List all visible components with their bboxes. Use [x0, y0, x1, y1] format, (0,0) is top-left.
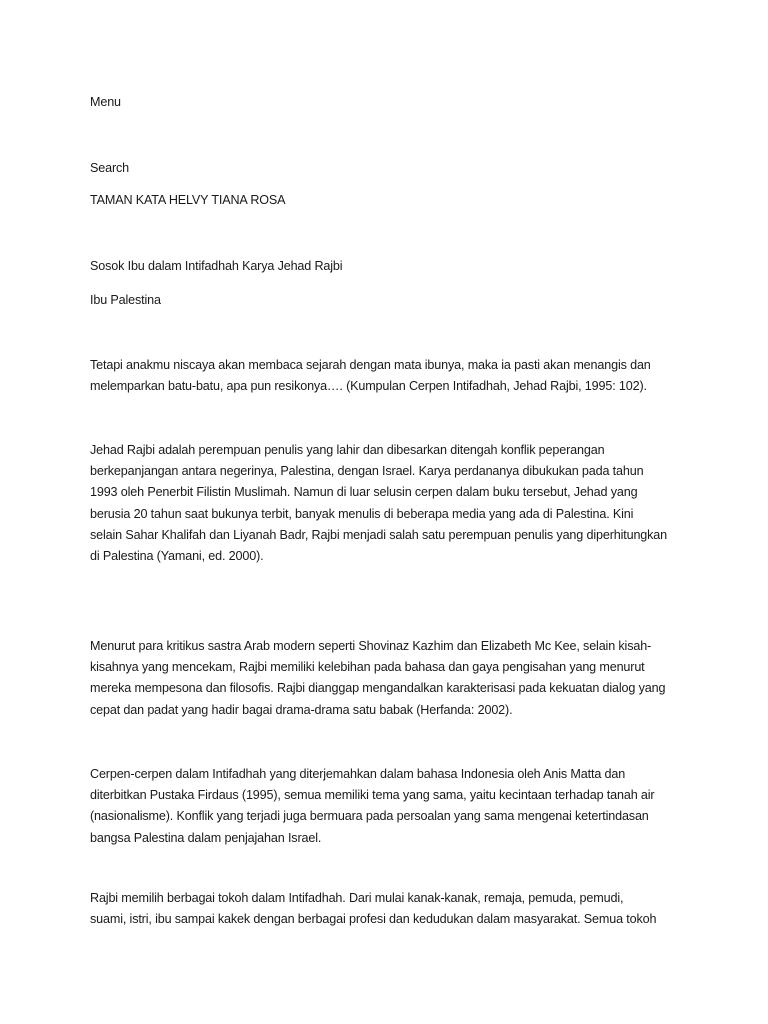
paragraph-line: Rajbi memilih berbagai tokoh dalam Intifadhah. Dari mulai kanak-kanak, remaja, pemuda, pemudi,: [90, 891, 624, 905]
paragraph-line: di Palestina (Yamani, ed. 2000).: [90, 549, 264, 564]
paragraph-line: cepat dan padat yang hadir bagai drama-drama satu babak (Herfanda: 2002).: [90, 702, 513, 717]
article-title: Sosok Ibu dalam Intifadhah Karya Jehad Rajbi: [90, 259, 343, 273]
paragraph-line: mereka mempesona dan filosofis. Rajbi dianggap mengandalkan karakterisasi pada kekuatan dialog yang: [90, 681, 666, 696]
site-title[interactable]: TAMAN KATA HELVY TIANA ROSA: [90, 193, 286, 207]
menu-link[interactable]: Menu: [90, 95, 121, 109]
paragraph-3: [90, 636, 690, 721]
paragraph-line: melemparkan batu-batu, apa pun resikonya…. (Kumpulan Cerpen Intifadhah, Jehad Rajbi, 1995: 102).: [90, 379, 647, 394]
paragraph-line: suami, istri, ibu sampai kakek dengan berbagai profesi dan kedudukan dalam masyarakat. Semua tokoh: [90, 912, 657, 927]
paragraph-1: [90, 355, 690, 397]
search-link[interactable]: Search: [90, 161, 130, 175]
paragraph-line: diterbitkan Pustaka Firdaus (1995), semua memiliki tema yang sama, yaitu kecintaan terhadap tanah air: [90, 788, 655, 803]
paragraph-line: Jehad Rajbi adalah perempuan penulis yang lahir dan dibesarkan ditengah konflik peperangan: [90, 443, 605, 457]
paragraph-line: Cerpen-cerpen dalam Intifadhah yang diterjemahkan dalam bahasa Indonesia oleh Anis Matta dan: [90, 767, 626, 781]
paragraph-2: [90, 440, 690, 567]
paragraph-line: berkepanjangan antara negerinya, Palestina, dengan Israel. Karya perdananya dibukukan pada tahun: [90, 464, 644, 479]
paragraph-line: Tetapi anakmu niscaya akan membaca sejarah dengan mata ibunya, maka ia pasti akan menangis dan: [90, 358, 651, 372]
article-subtitle: Ibu Palestina: [90, 293, 161, 307]
paragraph-line: 1993 oleh Penerbit Filistin Muslimah. Namun di luar selusin cerpen dalam buku tersebut, Jehad yang: [90, 485, 638, 500]
paragraph-line: selain Sahar Khalifah dan Liyanah Badr, Rajbi menjadi salah satu perempuan penulis yang diperhitungkan: [90, 527, 668, 542]
paragraph-line: Menurut para kritikus sastra Arab modern seperti Shovinaz Kazhim dan Elizabeth Mc Kee, selain kisah-: [90, 639, 652, 653]
paragraph-5: [90, 888, 690, 930]
paragraph-line: bangsa Palestina dalam penjajahan Israel.: [90, 830, 322, 845]
paragraph-line: kisahnya yang mencekam, Rajbi memiliki kelebihan pada bahasa dan gaya pengisahan yang menurut: [90, 660, 645, 675]
paragraph-4: [90, 764, 690, 849]
paragraph-line: (nasionalisme). Konflik yang terjadi juga bermuara pada persoalan yang sama mengenai ketertindasan: [90, 809, 649, 824]
paragraph-line: berusia 20 tahun saat bukunya terbit, banyak menulis di beberapa media yang ada di Palestina. Kini: [90, 506, 634, 521]
